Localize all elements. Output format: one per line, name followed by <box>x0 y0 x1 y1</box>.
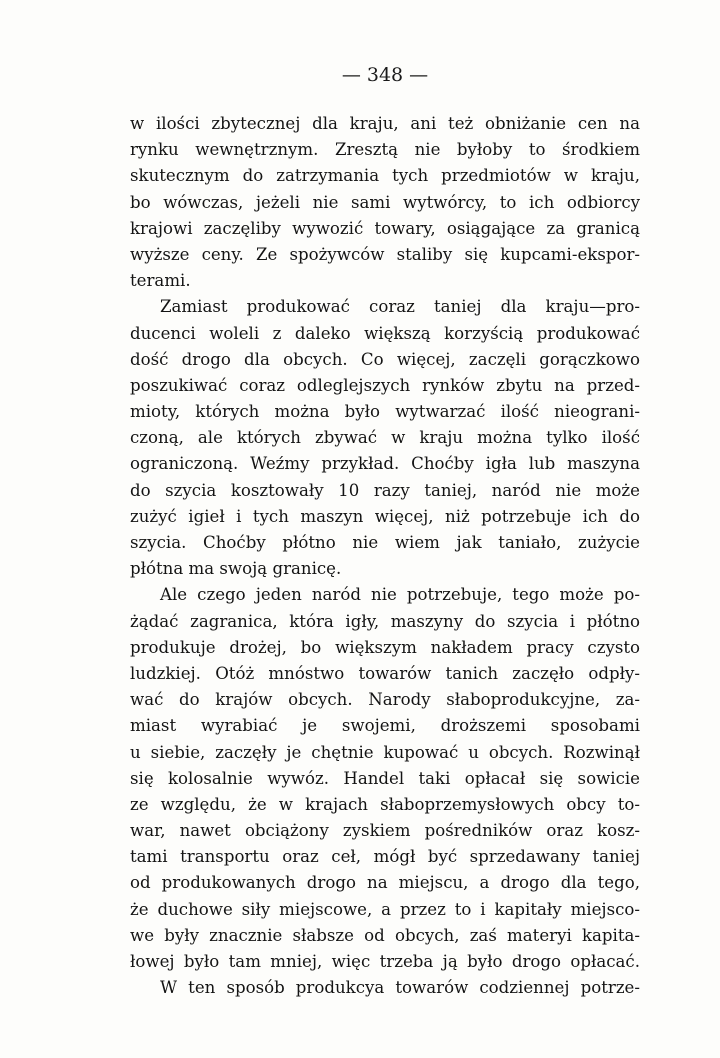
text-line: produkuje drożej, bo większym nakładem pracy czysto <box>130 637 640 657</box>
text-line: ludzkiej. Otóż mnóstwo towarów tanich zaczęło odpły- <box>130 663 640 683</box>
text-line: miast wyrabiać je swojemi, droższemi sposobami <box>130 716 640 736</box>
text-line: łowej było tam mniej, więc trzeba ją było drogo opłacać. <box>130 952 640 971</box>
text-line: czoną, ale których zbywać w kraju można tylko ilość <box>130 428 640 448</box>
text-line: mioty, których można było wytwarzać ilość nieograni- <box>130 402 640 422</box>
text-line: ograniczoną. Weźmy przykład. Choćby igła lub maszyna <box>130 454 640 474</box>
text-line: się kolosalnie wywóz. Handel taki opłacał się sowicie <box>130 768 640 788</box>
text-line: dość drogo dla obcych. Co więcej, zaczęli gorączkowo <box>130 349 640 369</box>
text-line: płótna ma swoją granicę. <box>130 559 342 579</box>
paragraph-first-line: W ten sposób produkcya towarów codziennej potrze- <box>160 978 640 998</box>
text-line: war, nawet obciążony zyskiem pośredników oraz kosz- <box>130 821 640 841</box>
text-line: skutecznym do zatrzymania tych przedmiotów w kraju, <box>130 166 640 186</box>
text-line: tami transportu oraz ceł, mógł być sprzedawany taniej <box>130 847 640 867</box>
text-line: wać do krajów obcych. Narody słaboprodukcyjne, za- <box>130 690 640 710</box>
text-line: od produkowanych drogo na miejscu, a drogo dla tego, <box>130 873 640 893</box>
paragraph-first-line: Zamiast produkować coraz taniej dla kraju—pro- <box>160 297 640 317</box>
text-line: zużyć igieł i tych maszyn więcej, niż potrzebuje ich do <box>130 506 640 526</box>
body-text <box>130 111 640 1001</box>
text-line: bo wówczas, jeżeli nie sami wytwórcy, to ich odbiorcy <box>130 192 640 212</box>
text-line: w ilości zbytecznej dla kraju, ani też obniżanie cen na <box>130 114 640 133</box>
page-number: — 348 — <box>341 64 429 86</box>
text-line: ze względu, że w krajach słaboprzemysłowych obcy to- <box>130 794 640 814</box>
text-line: wyższe ceny. Ze spożywców staliby się kupcami-ekspor- <box>130 244 640 264</box>
text-line: krajowi zaczęliby wywozić towary, osiągające za granicą <box>130 218 640 238</box>
text-line: ducenci woleli z daleko większą korzyścią produkować <box>130 323 640 343</box>
text-line: szycia. Choćby płótno nie wiem jak taniało, zużycie <box>130 533 640 552</box>
text-line: rynku wewnętrznym. Zresztą nie byłoby to środkiem <box>130 140 640 160</box>
text-line: poszukiwać coraz odleglejszych rynków zbytu na przed- <box>130 375 640 395</box>
text-line: że duchowe siły miejscowe, a przez to i kapitały miejsco- <box>130 899 640 919</box>
text-line: do szycia kosztowały 10 razy taniej, naród nie może <box>130 480 640 500</box>
text-line: terami. <box>130 271 191 291</box>
text-line: we były znacznie słabsze od obcych, zaś materyi kapita- <box>130 925 640 945</box>
paragraph-first-line: Ale czego jeden naród nie potrzebuje, tego może po- <box>160 585 640 605</box>
text-line: u siebie, zaczęły je chętnie kupować u obcych. Rozwinął <box>130 742 640 762</box>
text-line: żądać zagranica, która igły, maszyny do szycia i płótno <box>130 611 640 631</box>
